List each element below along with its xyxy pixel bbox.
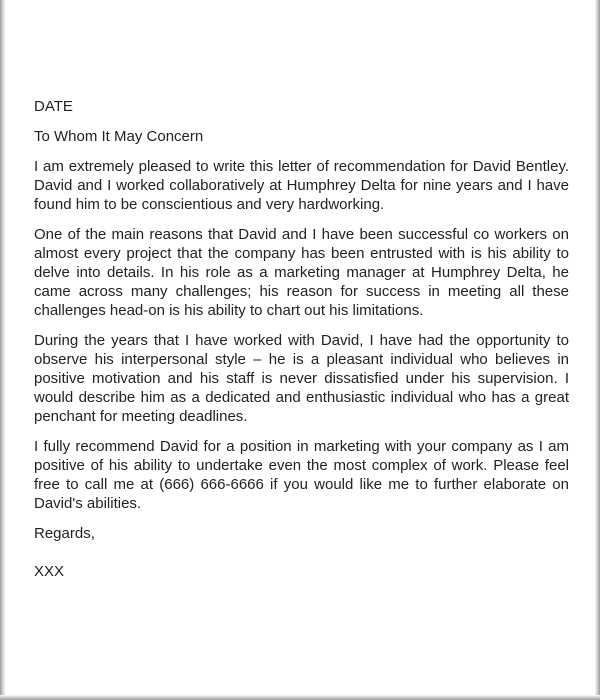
letter-body: [34, 97, 569, 581]
letter-paragraph-recommendation: I fully recommend David for a position in marketing with your company as I am positive of his ability to undertake even the most complex of work. Please feel free to call me at (666) 666-6666 if you would like me to further elaborate on David's abilities.: [34, 438, 569, 512]
letter-salutation: To Whom It May Concern: [34, 128, 204, 145]
letter-date: DATE: [34, 98, 73, 115]
letter-signature: XXX: [34, 563, 65, 580]
page-shadow-right: [595, 0, 600, 700]
letter-paragraph-intro: I am extremely pleased to write this letter of recommendation for David Bentley. David and I worked collaboratively at Humphrey Delta for nine years and I have found him to be conscientious and very hardworking.: [34, 158, 569, 213]
page-shadow-bottom: [0, 695, 600, 700]
page-shadow-left: [0, 0, 6, 700]
letter-closing: Regards,: [34, 525, 95, 542]
letter-paragraph-skills: One of the main reasons that David and I have been successful co workers on almost every project that the company has been entrusted with is his ability to delve into details. In his role as a marketing manager at Humphrey Delta, he came across many challenges; his reason for success in meeting all these challenges head-on is his ability to chart out his limitations.: [34, 226, 569, 319]
letter-paragraph-character: During the years that I have worked with David, I have had the opportunity to observe his interpersonal style – he is a pleasant individual who believes in positive motivation and his staff is never dissatisfied under his supervision. I would describe him as a dedicated and enthusiastic individual who has a great penchant for meeting deadlines.: [34, 332, 569, 425]
